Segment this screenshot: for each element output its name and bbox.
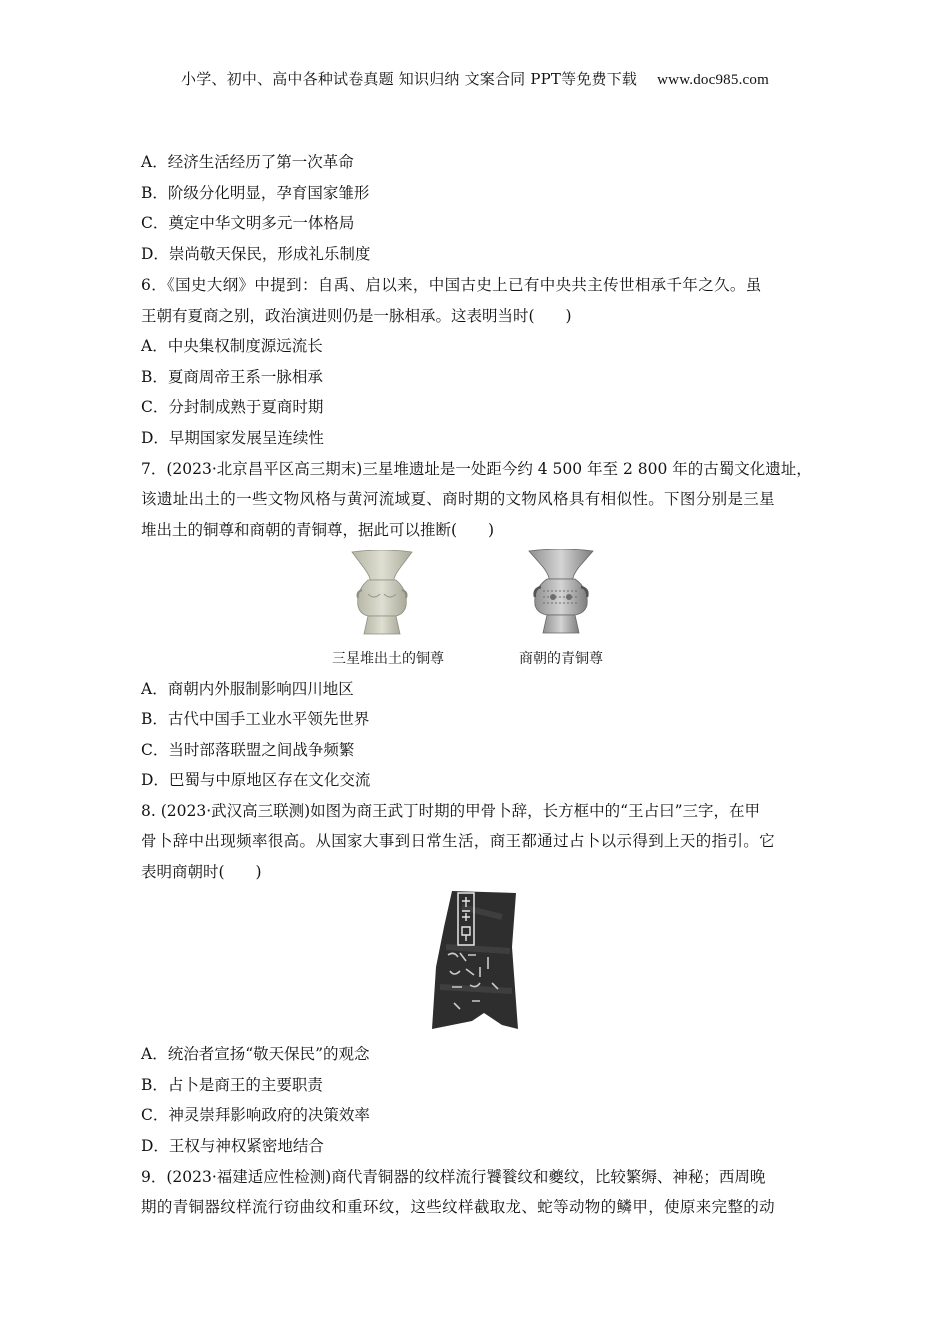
q9-stem-line-2: 期的青铜器纹样流行窃曲纹和重环纹，这些纹样截取龙、蛇等动物的鳞甲，使原来完整的动	[141, 1198, 776, 1216]
q7-option-b: B．古代中国手工业水平领先世界	[141, 710, 370, 728]
shang-bronze-zun-image	[527, 549, 595, 635]
q6-stem-line-2: 王朝有夏商之别，政治演进则仍是一脉相承。这表明当时( )	[141, 307, 572, 325]
q6-stem-line-1: 6．《国史大纲》中提到：自禹、启以来，中国古史上已有中央共主传世相承千年之久。虽	[141, 276, 762, 294]
caption-shang-zun: 商朝的青铜尊	[519, 651, 603, 667]
page-header	[0, 68, 950, 89]
q6-option-b: B．夏商周帝王系一脉相承	[141, 368, 323, 386]
q8-option-a: A．统治者宣扬“敬天保民”的观念	[141, 1045, 370, 1063]
oracle-bone-rubbing-image	[432, 887, 520, 1031]
q8-option-c: C．神灵崇拜影响政府的决策效率	[141, 1106, 370, 1124]
caption-sanxingdui-zun: 三星堆出土的铜尊	[332, 651, 444, 667]
q8-option-b: B．占卜是商王的主要职责	[141, 1076, 323, 1094]
q6-option-c: C．分封制成熟于夏商时期	[141, 398, 324, 416]
q7-option-a: A．商朝内外服制影响四川地区	[141, 680, 354, 698]
header-url: www.doc985.com	[657, 72, 769, 88]
q9-stem-line-1: 9．(2023·福建适应性检测)商代青铜器的纹样流行饕餮纹和夔纹，比较繁缛、神秘；西周晚	[141, 1168, 766, 1186]
q5-option-a: A．经济生活经历了第一次革命	[141, 153, 354, 171]
q7-option-d: D．巴蜀与中原地区存在文化交流	[141, 771, 371, 789]
q7-stem-line-1: 7．(2023·北京昌平区高三期末)三星堆遗址是一处距今约 4 500 年至 2 800 年的古蜀文化遗址，	[141, 460, 812, 478]
q5-option-b: B．阶级分化明显，孕育国家雏形	[141, 184, 370, 202]
q7-stem-line-3: 堆出土的铜尊和商朝的青铜尊，据此可以推断( )	[141, 521, 495, 539]
q6-option-a: A．中央集权制度源远流长	[141, 337, 323, 355]
q5-option-d: D．崇尚敬天保民，形成礼乐制度	[141, 245, 371, 263]
sanxingdui-zun-image	[350, 550, 414, 636]
q7-option-c: C．当时部落联盟之间战争频繁	[141, 741, 355, 759]
q8-stem-line-2: 骨卜辞中出现频率很高。从国家大事到日常生活，商王都通过占卜以示得到上天的指引。它	[141, 832, 776, 850]
q7-stem-line-2: 该遗址出土的一些文物风格与黄河流域夏、商时期的文物风格具有相似性。下图分别是三星	[141, 490, 776, 508]
q8-stem-line-3: 表明商朝时( )	[141, 863, 262, 881]
q6-option-d: D．早期国家发展呈连续性	[141, 429, 324, 447]
q8-stem-line-1: 8. (2023·武汉高三联测)如图为商王武丁时期的甲骨卜辞，长方框中的“王占曰”三字，在甲	[141, 802, 761, 820]
q8-option-d: D．王权与神权紧密地结合	[141, 1137, 324, 1155]
q5-option-c: C．奠定中华文明多元一体格局	[141, 214, 355, 232]
header-text: 小学、初中、高中各种试卷真题 知识归纳 文案合同 PPT等免费下载	[181, 70, 638, 88]
